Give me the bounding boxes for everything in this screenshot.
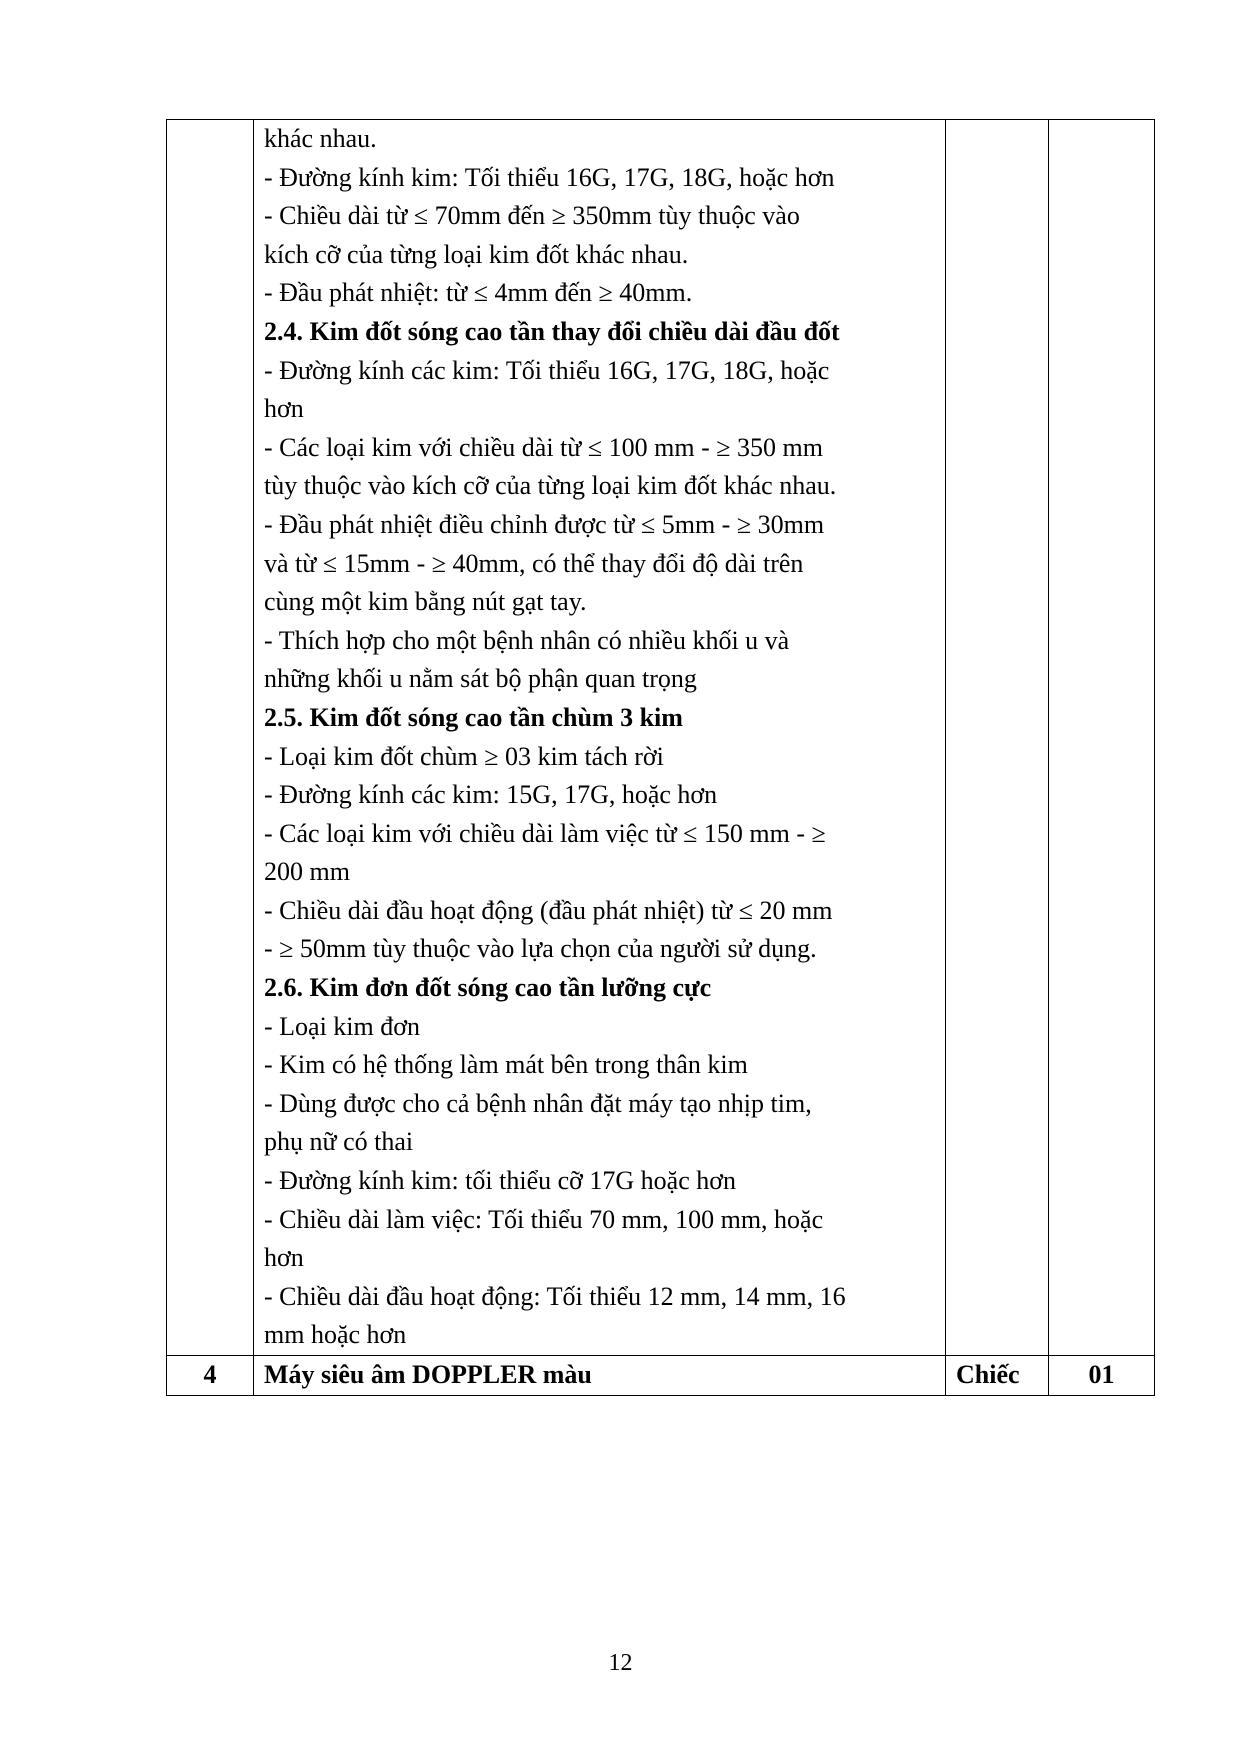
cell-unit-empty [946,120,1049,1356]
spec-line: - Đường kính kim: tối thiểu cỡ 17G hoặc hơn [264,1166,736,1196]
spec-line: - Đường kính kim: Tối thiểu 16G, 17G, 18G, hoặc hơn [264,162,835,192]
cell-description [254,120,946,1356]
spec-line: kích cỡ của từng loại kim đốt khác nhau. [264,239,689,269]
spec-line: - Các loại kim với chiều dài làm việc từ ≤ 150 mm - ≥ [264,818,826,848]
spec-line: khác nhau. [264,124,377,153]
page-number: 12 [608,1650,633,1676]
spec-line: - Chiều dài đầu hoạt động (đầu phát nhiệt) từ ≤ 20 mm [264,895,833,925]
spec-line: - Dùng được cho cả bệnh nhân đặt máy tạo nhịp tim, [264,1088,812,1118]
spec-line: - Chiều dài đầu hoạt động: Tối thiểu 12 mm, 14 mm, 16 [264,1281,846,1311]
spec-line: - Kim có hệ thống làm mát bên trong thân kim [264,1050,748,1080]
spec-line: - ≥ 50mm tùy thuộc vào lựa chọn của người sử dụng. [264,934,817,964]
spec-line: - Loại kim đơn [264,1011,420,1041]
section-heading: 2.4. Kim đốt sóng cao tần thay đổi chiều dài đầu đốt [264,316,840,346]
spec-line: - Các loại kim với chiều dài từ ≤ 100 mm - ≥ 350 mm [264,432,823,462]
spec-line: - Đường kính các kim: 15G, 17G, hoặc hơn [264,780,718,810]
cell-stt-empty [167,120,254,1356]
spec-line: - Chiều dài làm việc: Tối thiểu 70 mm, 100 mm, hoặc [264,1204,824,1234]
spec-line: hơn [264,1243,304,1273]
table-row-item-4 [167,1356,1155,1396]
item-number: 4 [167,1356,254,1396]
spec-line: mm hoặc hơn [264,1320,407,1350]
item-unit: Chiếc [946,1356,1049,1396]
spec-line: phụ nữ có thai [264,1127,414,1157]
section-heading: 2.5. Kim đốt sóng cao tần chùm 3 kim [264,702,683,732]
spec-line: - Loại kim đốt chùm ≥ 03 kim tách rời [264,741,664,771]
spec-line: - Đầu phát nhiệt: từ ≤ 4mm đến ≥ 40mm. [264,278,693,308]
spec-line: - Đầu phát nhiệt điều chỉnh được từ ≤ 5mm - ≥ 30mm [264,509,825,539]
spec-line: những khối u nằm sát bộ phận quan trọng [264,664,697,694]
spec-line: cùng một kim bằng nút gạt tay. [264,587,587,617]
spec-line: hơn [264,394,304,424]
spec-line: - Chiều dài từ ≤ 70mm đến ≥ 350mm tùy thuộc vào [264,201,800,231]
section-heading: 2.6. Kim đơn đốt sóng cao tần lưỡng cực [264,973,712,1003]
table-row-continued [167,120,1155,1356]
spec-line: 200 mm [264,857,350,887]
spec-line: tùy thuộc vào kích cỡ của từng loại kim đốt khác nhau. [264,471,837,501]
spec-line: - Thích hợp cho một bệnh nhân có nhiều khối u và [264,625,790,655]
spec-line: và từ ≤ 15mm - ≥ 40mm, có thể thay đổi độ dài trên [264,548,804,578]
item-quantity: 01 [1049,1356,1155,1396]
specification-table [166,119,1155,1396]
item-name: Máy siêu âm DOPPLER màu [254,1356,946,1396]
cell-quantity-empty [1049,120,1155,1356]
spec-line: - Đường kính các kim: Tối thiểu 16G, 17G, 18G, hoặc [264,355,830,385]
